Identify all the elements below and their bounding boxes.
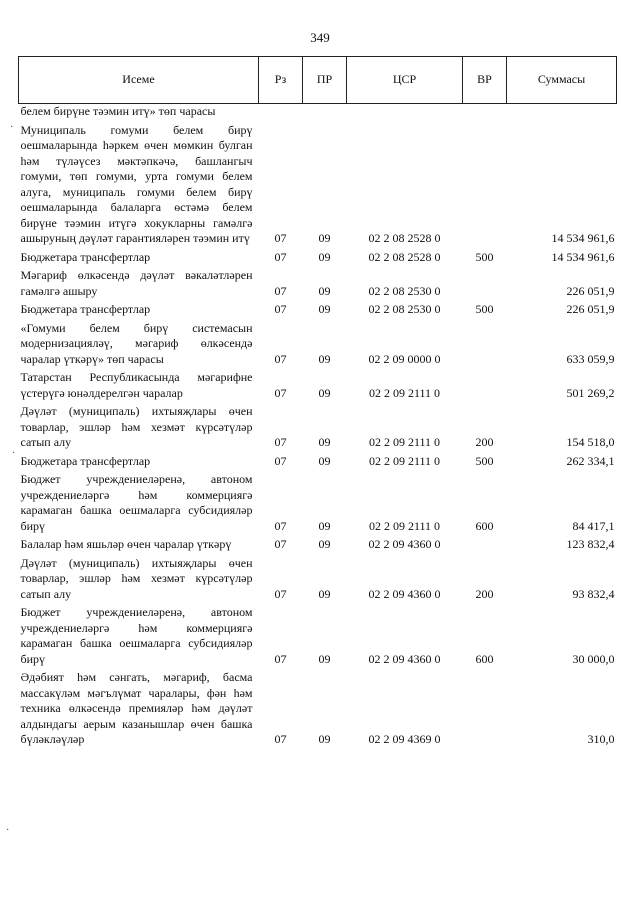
cell-csr: 02 2 08 2530 0 <box>368 302 441 316</box>
page-number: 349 <box>310 30 330 45</box>
cell-vr: 500 <box>475 453 494 468</box>
cell-name: Бюджетара трансфертлар <box>20 302 151 316</box>
table-row <box>19 667 617 748</box>
cell-vr <box>463 265 507 299</box>
scan-mark: · <box>12 448 16 459</box>
cell-sum: 501 269,2 <box>566 385 615 400</box>
cell-name: Муниципаль гомуми белем бирү оешмаларында һәркем өчен мөмкин булган һәм түләүсез мәктәпкәчә, башлангыч гомуми, төп гомуми, урта гомуми белем алуга, муниципаль гомуми белем бирү оешмаларында балаларга өстәмә белем бирүне тәэмин итүгә хокукларны гамәлгә ашыруның дәүләт гарантияләрен тәэмин итү <box>20 122 253 245</box>
cell-pr: 09 <box>318 385 331 400</box>
cell-vr: 500 <box>475 302 494 316</box>
cell-rz: 07 <box>274 283 287 298</box>
table-row <box>19 602 617 667</box>
cell-name: «Гомуми белем бирү системасын модернизацияләү, мәгариф өлкәсендә чаралар үткәрү» төп чарасы <box>20 320 253 366</box>
table-row <box>19 299 617 318</box>
table-row <box>19 469 617 534</box>
cell-name: Балалар һәм яшьләр өчен чаралар үткәрү <box>20 537 232 551</box>
cell-rz: 07 <box>274 586 287 601</box>
cell-sum: 154 518,0 <box>566 435 615 449</box>
cell-pr: 09 <box>318 651 331 666</box>
cell-name: Әдәбият һәм сәнгать, мәгариф, басма массакүләм мәгълүмат чаралары, фән һәм техника өлкәсендә премияләр һәм дәүләт алдындагы аерым казанышлар өчен башка бүләкләүләр <box>20 670 253 746</box>
cell-name: Бюджет учреждениеләренә, автоном учреждениеләргә һәм коммерциягә карамаган башка оешмаларга субсидияләр бирү <box>20 472 253 533</box>
cell-sum <box>507 104 617 120</box>
cell-pr: 09 <box>318 453 331 468</box>
scan-mark: · <box>6 825 10 836</box>
cell-rz: 07 <box>274 249 287 264</box>
cell-sum: 14 534 961,6 <box>551 249 615 264</box>
cell-csr: 02 2 08 2528 0 <box>368 249 441 264</box>
cell-name: Дәүләт (муниципаль) ихтыяҗлары өчен товарлар, эшләр һәм хезмәт күрсәтүләр сатып алу <box>20 404 253 449</box>
cell-sum: 310,0 <box>587 732 615 746</box>
header-csr: ЦСР <box>347 57 463 104</box>
cell-name: Татарстан Республикасында мәгарифне үстерүгә юнәлдерелгән чаралар <box>20 370 253 400</box>
cell-csr: 02 2 09 0000 0 <box>368 351 441 366</box>
scan-mark: · <box>10 122 14 133</box>
cell-rz: 07 <box>274 351 287 366</box>
table-row <box>19 553 617 603</box>
header-vr: ВР <box>463 57 507 104</box>
cell-pr: 09 <box>318 283 331 298</box>
header-pr: ПР <box>303 57 347 104</box>
cell-csr: 02 2 08 2528 0 <box>368 231 441 245</box>
cell-name: Бюджетара трансфертлар <box>20 249 151 264</box>
cell-csr: 02 2 08 2530 0 <box>368 283 441 298</box>
cell-name: Дәүләт (муниципаль) ихтыяҗлары өчен товарлар, эшләр һәм хезмәт күрсәтүләр сатып алу <box>20 555 253 601</box>
cell-sum: 633 059,9 <box>566 351 615 366</box>
table-row <box>19 104 617 120</box>
cell-vr: 500 <box>475 249 494 264</box>
cell-pr: 09 <box>318 302 331 316</box>
cell-csr: 02 2 09 4360 0 <box>368 586 441 601</box>
cell-pr: 09 <box>318 537 331 551</box>
cell-rz: 07 <box>274 231 287 245</box>
cell-sum: 262 334,1 <box>566 453 615 468</box>
header-sum: Суммасы <box>507 57 617 104</box>
cell-pr: 09 <box>318 518 331 533</box>
cell-sum: 30 000,0 <box>572 651 615 666</box>
table-row <box>19 451 617 470</box>
header-name: Исеме <box>19 57 259 104</box>
cell-csr: 02 2 09 4360 0 <box>368 537 441 551</box>
cell-vr <box>463 120 507 247</box>
cell-sum: 226 051,9 <box>566 302 615 316</box>
cell-sum: 123 832,4 <box>566 537 615 551</box>
cell-rz: 07 <box>274 651 287 666</box>
cell-pr: 09 <box>318 732 331 746</box>
cell-pr: 09 <box>318 351 331 366</box>
table-row <box>19 367 617 401</box>
cell-pr: 09 <box>318 231 331 245</box>
table-row <box>19 247 617 266</box>
header-rz: Рз <box>259 57 303 104</box>
cell-rz: 07 <box>274 732 287 746</box>
cell-rz: 07 <box>274 435 287 449</box>
cell-vr <box>463 667 507 748</box>
cell-vr: 200 <box>475 435 494 449</box>
cell-csr: 02 2 09 4369 0 <box>368 732 441 746</box>
cell-name: Бюджетара трансфертлар <box>20 453 151 468</box>
cell-csr: 02 2 09 2111 0 <box>368 435 441 449</box>
cell-vr: 200 <box>475 586 494 601</box>
cell-csr: 02 2 09 2111 0 <box>368 453 441 468</box>
cell-vr <box>463 318 507 368</box>
cell-name: белем бирүне тәэмин итү» төп чарасы <box>20 104 216 118</box>
cell-pr: 09 <box>318 435 331 449</box>
cell-rz <box>259 104 303 120</box>
cell-csr: 02 2 09 2111 0 <box>368 385 441 400</box>
cell-pr: 09 <box>318 586 331 601</box>
cell-vr: 600 <box>475 651 494 666</box>
cell-vr <box>463 534 507 553</box>
cell-rz: 07 <box>274 518 287 533</box>
table-row <box>19 534 617 553</box>
cell-rz: 07 <box>274 385 287 400</box>
table-row <box>19 265 617 299</box>
budget-table <box>18 56 617 748</box>
table-row <box>19 318 617 368</box>
cell-name: Бюджет учреждениеләренә, автоном учреждениеләргә һәм коммерциягә карамаган башка оешмаларга субсидияләр бирү <box>20 605 253 666</box>
cell-vr <box>463 367 507 401</box>
cell-rz: 07 <box>274 537 287 551</box>
cell-sum: 93 832,4 <box>572 586 615 601</box>
cell-csr <box>347 104 463 120</box>
cell-sum: 84 417,1 <box>572 518 615 533</box>
cell-pr <box>303 104 347 120</box>
table-body <box>19 104 617 748</box>
table-row <box>19 120 617 247</box>
cell-sum: 226 051,9 <box>566 283 615 298</box>
cell-csr: 02 2 09 2111 0 <box>368 518 441 533</box>
cell-rz: 07 <box>274 302 287 316</box>
cell-vr: 600 <box>475 518 494 533</box>
cell-rz: 07 <box>274 453 287 468</box>
cell-sum: 14 534 961,6 <box>551 231 615 245</box>
table-header <box>19 57 617 104</box>
cell-vr <box>463 104 507 120</box>
cell-name: Мәгариф өлкәсендә дәүләт вәкаләтләрен гамәлгә ашыру <box>20 268 253 298</box>
cell-csr: 02 2 09 4360 0 <box>368 651 441 666</box>
table-row <box>19 401 617 451</box>
cell-pr: 09 <box>318 249 331 264</box>
